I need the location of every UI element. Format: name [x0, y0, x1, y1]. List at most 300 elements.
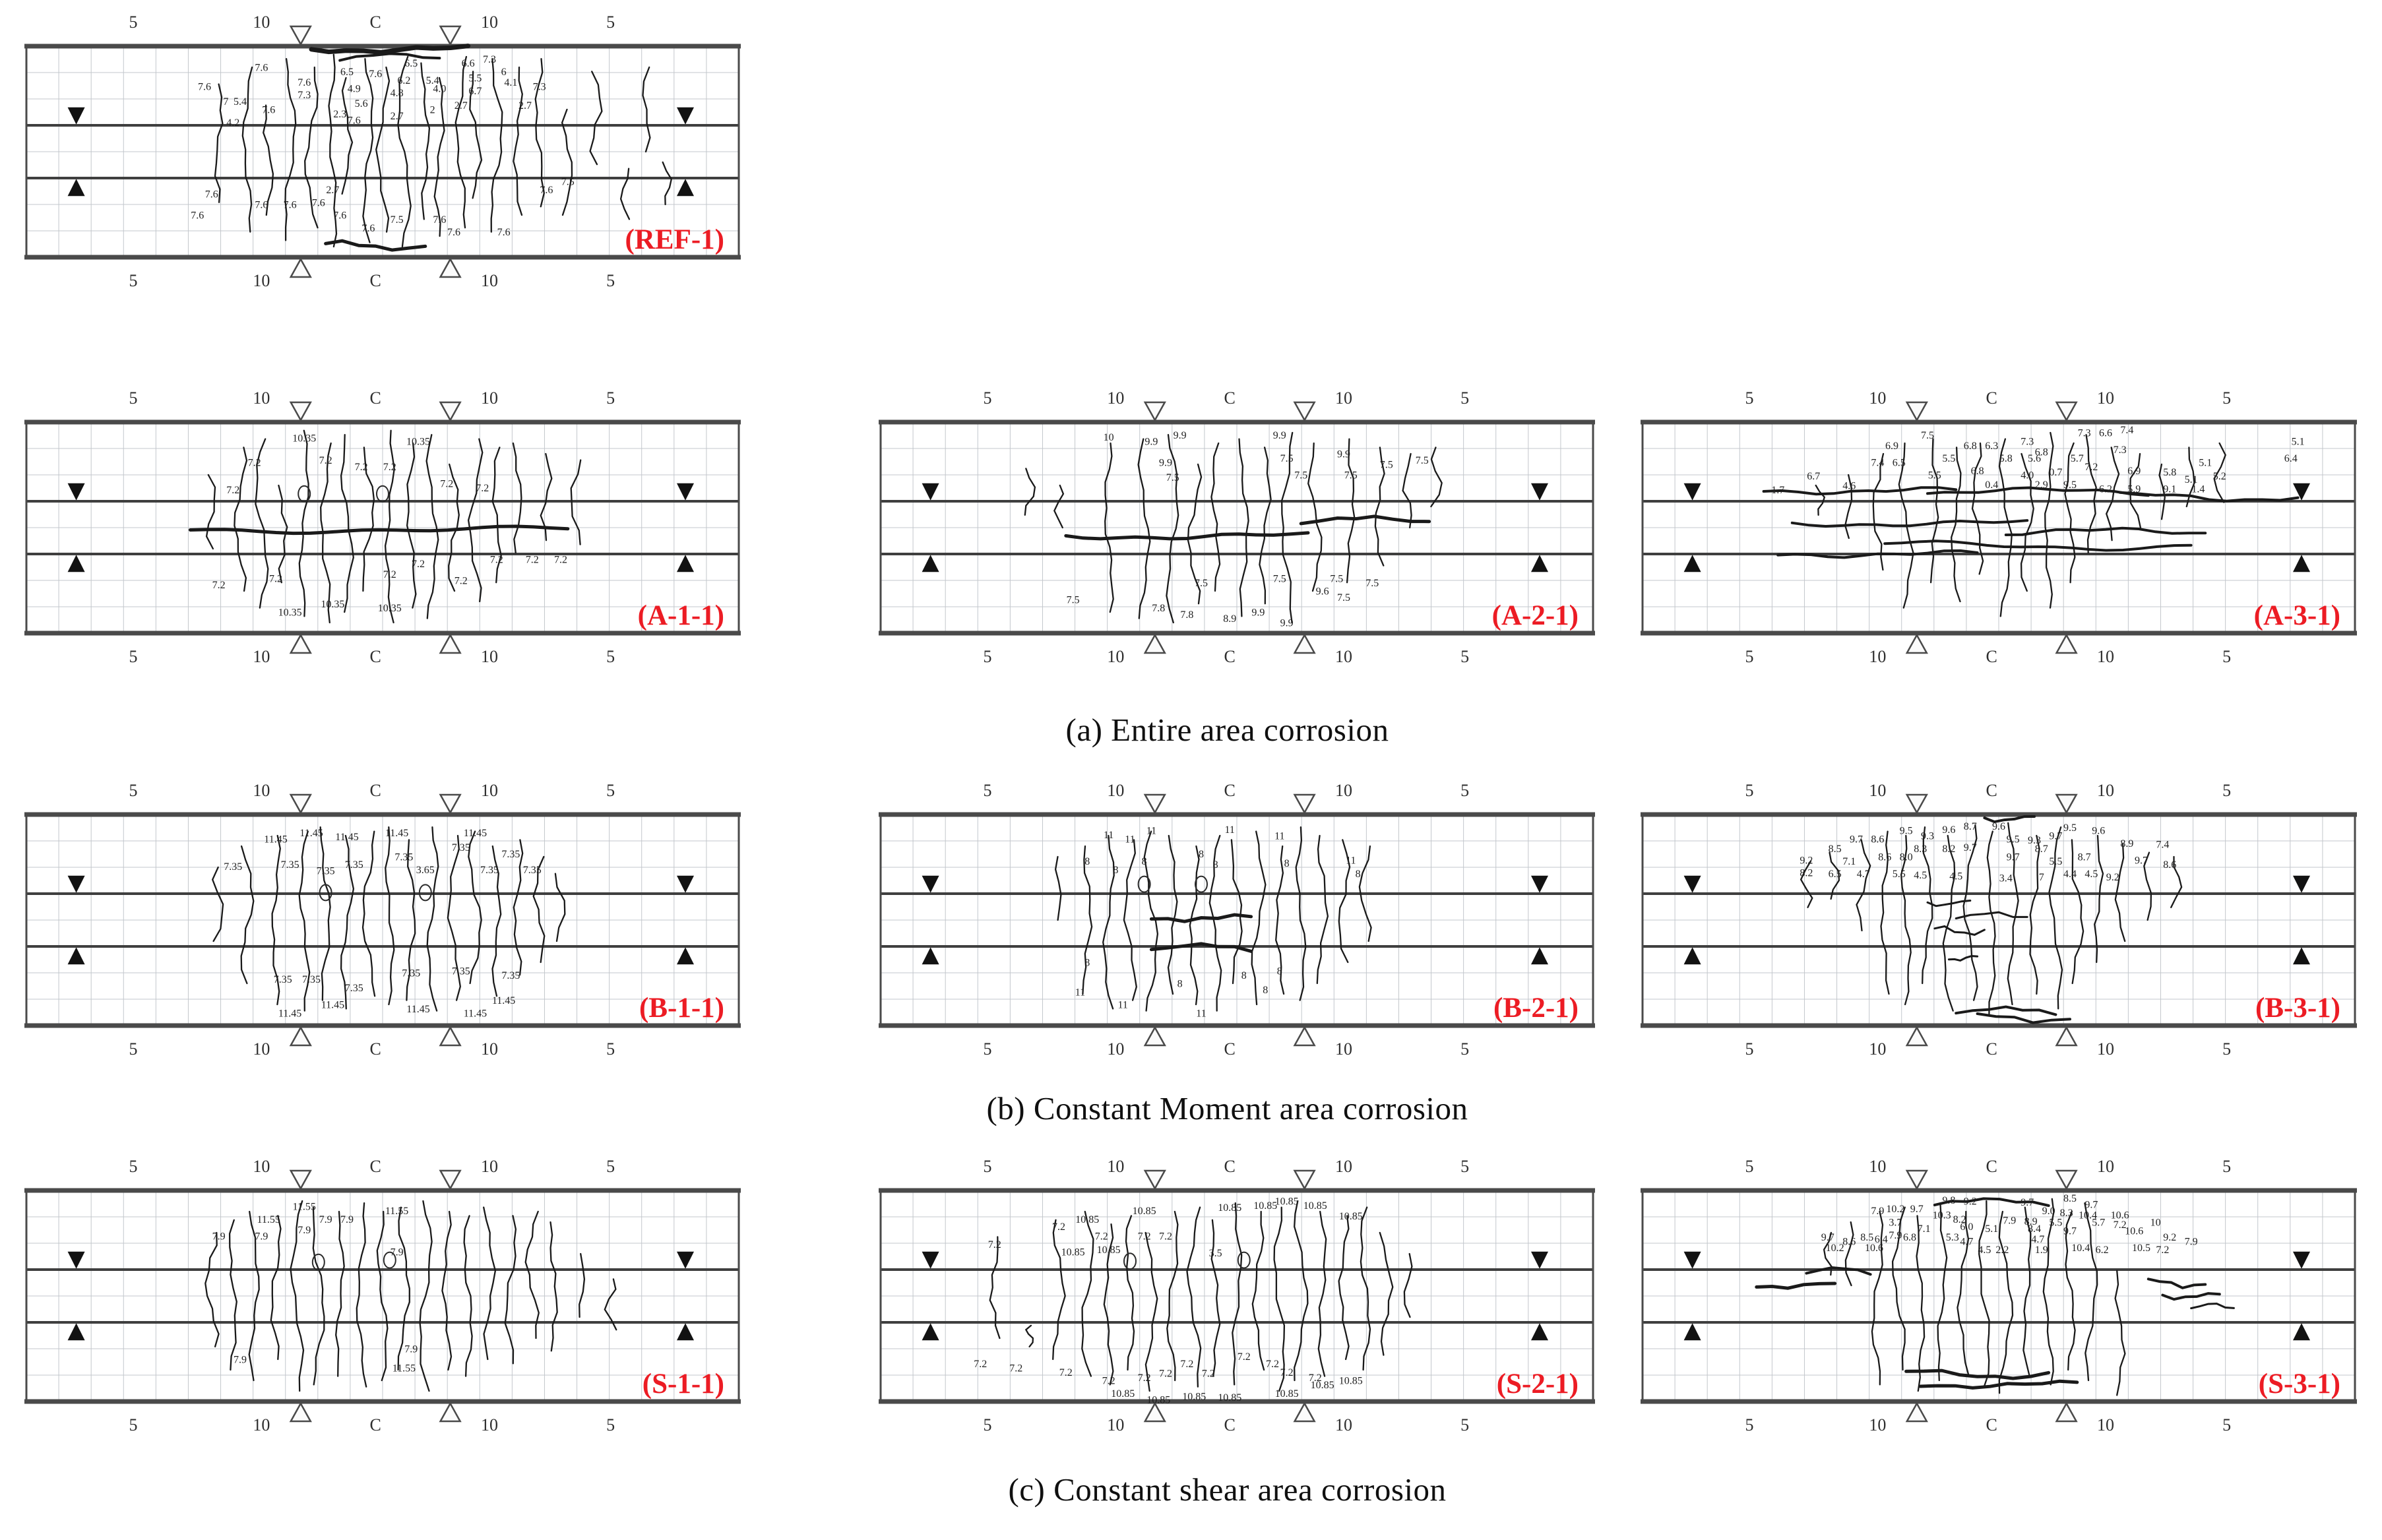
crack-width-annotation: 3.65	[416, 864, 435, 876]
crack-width-annotation: 9.5	[1899, 825, 1913, 837]
crack-width-annotation: 11.45	[463, 827, 487, 839]
crack-width-annotation: 10.3	[1932, 1210, 1951, 1221]
rebar-marker-down-icon	[69, 108, 84, 123]
crack-width-annotation: 7.35	[316, 865, 335, 877]
crack-width-annotation: 5.7	[2070, 453, 2084, 464]
crack-width-annotation: 7.4	[2156, 839, 2170, 851]
support-icon	[1907, 1403, 1927, 1421]
crack-width-annotation: 7.6	[333, 210, 347, 222]
crack-width-annotation: 7.1	[1917, 1223, 1931, 1235]
flexural-crack-line	[2084, 1203, 2097, 1380]
crack-width-annotation: 11.55	[292, 1201, 316, 1213]
flexural-crack-line	[271, 1216, 281, 1359]
rebar-marker-up-icon	[1532, 949, 1547, 964]
crack-width-annotation: 9.3	[1921, 830, 1934, 842]
support-icon	[291, 635, 311, 653]
crack-width-annotation: 9.7	[2049, 830, 2063, 842]
crack-width-annotation: 10.85	[1253, 1200, 1278, 1212]
crack-width-annotation: 7.5	[1066, 594, 1080, 606]
flexural-crack-line	[341, 435, 354, 612]
scale-label-top: 5	[1460, 388, 1470, 408]
corrosion-crack-line	[2148, 1279, 2205, 1288]
crack-width-annotation: 6.2	[397, 75, 411, 86]
scale-label-bottom: 5	[983, 647, 992, 666]
beam-panel-A-2-1	[848, 383, 1626, 699]
scale-label-top: 5	[129, 13, 138, 32]
scale-label-bottom: C	[1986, 647, 1997, 666]
crack-width-annotation: 1.7	[1771, 485, 1785, 496]
crack-width-annotation: 9.3	[2028, 835, 2041, 846]
crack-width-annotation: 4.7	[1960, 1236, 1974, 1248]
specimen-label: (B-3-1)	[2255, 993, 2340, 1024]
scale-label-top: C	[1986, 1157, 1997, 1176]
flexural-crack-line	[230, 1220, 237, 1370]
corrosion-crack-line	[2120, 493, 2298, 501]
flexural-crack-line	[2086, 435, 2096, 553]
scale-label-top: 5	[2222, 1157, 2232, 1176]
crack-width-annotation: 8	[1141, 856, 1147, 867]
crack-width-annotation: 6.7	[468, 85, 482, 97]
crack-width-annotation: 7.2	[1009, 1363, 1023, 1374]
scale-label-top: 5	[606, 13, 615, 32]
scale-label-top: 10	[1335, 781, 1352, 800]
crack-width-annotation: 4.2	[226, 117, 240, 129]
crack-width-annotation: 1.9	[2034, 1245, 2048, 1256]
crack-width-annotation: 8.2	[1942, 843, 1956, 855]
flexural-crack-line	[1168, 836, 1177, 994]
corrosion-crack-line	[1885, 541, 2191, 550]
crack-width-annotation: 9.7	[1910, 1203, 1924, 1215]
crack-width-annotation: 4.9	[347, 83, 361, 95]
crack-width-annotation: 8	[1212, 859, 1218, 871]
corrosion-crack-line	[2162, 1293, 2219, 1299]
crack-width-annotation: 10.85	[1061, 1247, 1085, 1258]
scale-label-bottom: C	[1224, 1415, 1236, 1434]
flexural-crack-line	[205, 1233, 218, 1347]
crack-width-annotation: 11.45	[406, 1004, 430, 1015]
crack-width-annotation: 7.9	[390, 1247, 404, 1258]
crack-width-annotation: 11	[1146, 825, 1157, 837]
crack-width-annotation: 7.2	[1266, 1359, 1279, 1370]
beam-panel-B-3-1	[1610, 775, 2382, 1092]
crack-width-annotation: 7.2	[412, 559, 425, 570]
crack-width-annotation: 10.2	[1825, 1243, 1844, 1254]
crack-width-annotation: 7.2	[454, 575, 468, 587]
crack-width-annotation: 10.85	[1303, 1200, 1327, 1212]
crack-width-annotation: 7.8	[1180, 609, 1194, 621]
flexural-crack-line	[407, 443, 416, 608]
flexural-crack-line	[1857, 840, 1871, 931]
crack-width-annotation: 6	[501, 67, 507, 78]
support-icon	[441, 1403, 460, 1421]
crack-width-annotation: 7.2	[247, 457, 261, 469]
rebar-marker-up-icon	[2294, 557, 2309, 571]
scale-label-bottom: 5	[1460, 647, 1470, 666]
crack-width-annotation: 5.8	[2163, 466, 2177, 478]
crack-width-annotation: 5.6	[354, 98, 368, 109]
beam-panel-B-1-1	[0, 775, 772, 1092]
flexural-crack-line	[215, 84, 222, 202]
flexural-crack-line	[1917, 1216, 1925, 1391]
rebar-marker-down-icon	[69, 1252, 84, 1267]
scale-label-bottom: 10	[2097, 1039, 2114, 1059]
crack-width-annotation: 9.8	[1942, 1195, 1956, 1206]
crack-width-annotation: 7.2	[1059, 1367, 1073, 1378]
crack-width-annotation: 2.9	[2034, 479, 2048, 491]
load-point-icon	[441, 795, 460, 813]
flexural-crack-line	[427, 435, 439, 618]
crack-width-annotation: 11	[1274, 830, 1285, 842]
crack-width-annotation: 6.7	[1807, 471, 1821, 483]
support-icon	[1295, 1403, 1315, 1421]
grid-lines	[881, 815, 1593, 1026]
crack-width-annotation: 7.35	[501, 970, 520, 981]
flexural-crack-line	[621, 169, 629, 220]
scale-label-bottom: 10	[481, 1039, 498, 1059]
crack-width-annotation: 7.2	[489, 554, 503, 566]
crack-width-annotation: 6.8	[1963, 440, 1977, 452]
flexural-crack-line	[1339, 1216, 1349, 1359]
crack-width-annotation: 8	[1084, 856, 1090, 867]
support-icon	[291, 1028, 311, 1045]
support-icon	[1907, 1028, 1927, 1045]
crack-width-annotation: 8.3	[1914, 843, 1928, 855]
crack-width-annotation: 11	[1125, 834, 1135, 846]
flexural-crack-line	[1211, 443, 1220, 591]
crack-width-annotation: 7.9	[212, 1231, 226, 1243]
crack-width-annotation: 6.9	[2127, 466, 2141, 477]
flexural-crack-line	[1126, 1216, 1134, 1370]
crack-width-annotation: 7.3	[298, 90, 311, 102]
grid-lines	[1643, 815, 2355, 1026]
crack-width-annotation: 5.4	[425, 75, 439, 86]
crack-width-annotation: 7.2	[319, 455, 332, 467]
rebar-marker-down-icon	[924, 1252, 938, 1267]
scale-label-top: 10	[1107, 388, 1125, 408]
rebar-marker-up-icon	[1685, 557, 1700, 571]
scale-label-bottom: C	[1986, 1415, 1997, 1434]
beam-panel-A-3-1	[1610, 383, 2382, 699]
scale-label-bottom: 5	[1745, 647, 1754, 666]
crack-width-annotation: 10.4	[2071, 1243, 2090, 1254]
crack-width-annotation: 7.9	[1871, 1206, 1885, 1217]
crack-width-annotation: 9.7	[1850, 834, 1863, 846]
beam-panel-S-3-1	[1610, 1151, 2382, 1467]
rebar-marker-up-icon	[924, 557, 938, 571]
crack-width-annotation: 11.55	[257, 1214, 280, 1225]
flexural-crack-line	[299, 431, 309, 617]
rebar-marker-up-icon	[69, 949, 84, 964]
crack-width-annotation: 8	[1199, 848, 1204, 860]
rebar-marker-down-icon	[1685, 484, 1700, 499]
crack-width-annotation: 11.45	[299, 827, 323, 839]
scale-label-top: 5	[1745, 1157, 1754, 1176]
crack-width-annotation: 9.6	[2092, 825, 2106, 837]
load-point-icon	[291, 795, 311, 813]
scale-label-top: 10	[481, 13, 498, 32]
scale-label-bottom: C	[369, 647, 381, 666]
scale-label-bottom: 5	[606, 647, 615, 666]
crack-width-annotation: 7.5	[1921, 429, 1934, 441]
crack-width-annotation: 7.6	[204, 189, 218, 200]
crack-width-annotation: 9.2	[2163, 1232, 2177, 1243]
crack-width-annotation: 7.35	[522, 864, 542, 876]
scale-label-top: C	[369, 13, 381, 32]
scale-label-bottom: 5	[1745, 1039, 1754, 1059]
scale-label-bottom: 10	[481, 271, 498, 290]
rebar-marker-up-icon	[1532, 557, 1547, 571]
crack-width-annotation: 7.6	[447, 227, 460, 239]
load-point-icon	[291, 1171, 311, 1188]
crack-width-annotation: 7.3	[2077, 427, 2091, 439]
corrosion-crack-line	[1792, 520, 2027, 526]
crack-width-annotation: 9.0	[2042, 1206, 2055, 1217]
load-point-icon	[1295, 402, 1315, 420]
scale-label-bottom: 5	[1460, 1415, 1470, 1434]
flexural-crack-line	[505, 1216, 516, 1363]
crack-width-annotation: 5.5	[2049, 856, 2063, 867]
crack-width-annotation: 8.2	[1953, 1214, 1966, 1225]
crack-width-annotation: 7.6	[283, 199, 297, 211]
rebar-marker-up-icon	[924, 949, 938, 964]
crack-width-annotation: 11.45	[491, 995, 516, 1007]
crack-width-annotation: 7.6	[361, 222, 375, 234]
crack-width-annotation: 7.2	[354, 461, 368, 473]
grid-lines	[1643, 1190, 2355, 1401]
scale-label-top: 10	[253, 1157, 270, 1176]
flexural-crack-line	[1103, 836, 1114, 1008]
crack-width-annotation: 4.5	[1949, 871, 1963, 882]
flexural-crack-line	[283, 59, 297, 240]
crack-width-annotation: 11.55	[385, 1206, 409, 1217]
support-icon	[1907, 635, 1927, 653]
crack-width-annotation: 11.45	[385, 827, 409, 839]
crack-width-annotation: 5.9	[2127, 483, 2141, 495]
crack-width-annotation: 8.2	[1800, 867, 1813, 879]
crack-width-annotation: 7.35	[344, 859, 363, 871]
beam-panel-REF-1	[0, 7, 772, 323]
flexural-crack-line	[1319, 1212, 1326, 1376]
crack-width-annotation: 9.5	[2063, 479, 2077, 491]
beam-panel-S-2-1	[848, 1151, 1626, 1467]
scale-label-top: 5	[1460, 781, 1470, 800]
scale-label-bottom: C	[369, 1039, 381, 1059]
scale-label-bottom: 5	[129, 647, 138, 666]
crack-width-annotation: 7.5	[390, 214, 404, 226]
crack-width-annotation: 7.5	[1195, 577, 1208, 589]
beam-panel-A-1-1	[0, 383, 772, 699]
flexural-crack-line	[442, 1212, 451, 1370]
flexural-crack-line	[1943, 836, 1955, 1011]
flexural-crack-line	[1253, 1212, 1264, 1370]
load-point-icon	[1907, 795, 1927, 813]
scale-label-top: 10	[481, 388, 498, 408]
scale-label-top: 10	[2097, 1157, 2114, 1176]
rebar-marker-up-icon	[69, 557, 84, 571]
crack-width-annotation: 9.7	[2021, 1197, 2034, 1209]
rebar-marker-up-icon	[678, 181, 693, 195]
crack-width-annotation: 7.2	[1137, 1372, 1151, 1384]
crack-width-annotation: 7.35	[501, 848, 520, 860]
crack-width-annotation: 5.1	[2291, 436, 2305, 448]
scale-label-bottom: C	[1224, 647, 1236, 666]
load-point-icon	[1145, 1171, 1165, 1188]
crack-width-annotation: 5.3	[1945, 1232, 1959, 1243]
scale-label-bottom: 10	[253, 1415, 270, 1434]
flexural-crack-line	[427, 827, 439, 1010]
crack-width-annotation: 2.3	[333, 109, 347, 120]
flexural-crack-line	[234, 447, 247, 591]
scale-label-top: C	[1986, 388, 1997, 408]
scale-label-top: 10	[1869, 1157, 1887, 1176]
crack-width-annotation: 7.35	[344, 983, 363, 994]
scale-label-top: 5	[983, 1157, 992, 1176]
scale-label-top: 5	[129, 1157, 138, 1176]
scale-label-top: 5	[1460, 1157, 1470, 1176]
scale-label-top: 10	[253, 388, 270, 408]
crack-width-annotation: 10.85	[1338, 1375, 1363, 1387]
crack-width-annotation: 7.35	[280, 859, 299, 871]
scale-label-bottom: 10	[1335, 1039, 1352, 1059]
crack-width-annotation: 8	[1084, 957, 1090, 969]
crack-width-annotation: 7.5	[1344, 470, 1358, 481]
scale-label-bottom: 10	[253, 647, 270, 666]
scale-label-bottom: 5	[2222, 1039, 2232, 1059]
crack-width-annotation: 6.4	[2284, 453, 2298, 464]
crack-width-annotation: 8.7	[1963, 821, 1977, 833]
scale-label-bottom: 5	[129, 1039, 138, 1059]
flexural-crack-line	[513, 443, 522, 553]
corrosion-crack-line	[1956, 1007, 2055, 1015]
flexural-crack-line	[241, 846, 254, 983]
crack-width-annotation: 11.55	[392, 1363, 416, 1374]
beam-panel-S-1-1	[0, 1151, 772, 1467]
crack-width-annotation: 10.6	[1865, 1243, 1883, 1254]
crack-width-annotation: 10.35	[321, 598, 345, 610]
flexural-crack-line	[1053, 1220, 1065, 1359]
corrosion-crack-line	[2191, 1304, 2234, 1309]
scale-label-bottom: C	[369, 271, 381, 290]
crack-width-annotation: 7.2	[525, 554, 539, 566]
flexural-crack-line	[1873, 454, 1883, 570]
scale-label-bottom: C	[369, 1415, 381, 1434]
scale-label-top: 10	[481, 1157, 498, 1176]
crack-width-annotation: 7.8	[1152, 603, 1166, 615]
flexural-crack-line	[579, 1254, 584, 1317]
corrosion-crack-line	[1757, 1283, 1835, 1288]
grid-lines	[26, 1190, 739, 1401]
crack-width-annotation: 5.1	[1985, 1223, 1999, 1235]
crack-width-annotation: 11.45	[264, 834, 288, 846]
load-point-icon	[1145, 402, 1165, 420]
crack-width-annotation: 5.1	[2199, 457, 2212, 469]
crack-width-annotation: 4.6	[1842, 480, 1856, 492]
flexural-crack-line	[212, 867, 223, 941]
scale-label-bottom: 10	[2097, 647, 2114, 666]
crack-width-annotation: 7.5	[1280, 453, 1294, 464]
scale-label-bottom: 10	[1107, 647, 1125, 666]
crack-width-annotation: 7.35	[302, 974, 321, 986]
support-icon	[2057, 635, 2077, 653]
scale-label-top: 10	[1335, 388, 1352, 408]
crack-width-annotation: 7.2	[476, 482, 489, 494]
crack-width-annotation: 6.5	[1828, 869, 1842, 880]
crack-width-annotation: 7.5	[561, 176, 575, 188]
scale-label-bottom: 10	[1107, 1039, 1125, 1059]
crack-width-annotation: 4.7	[1856, 869, 1870, 880]
crack-width-annotation: 7.35	[394, 851, 414, 863]
scale-label-bottom: 5	[606, 271, 615, 290]
flexural-crack-line	[1431, 447, 1441, 507]
flexural-crack-line	[1190, 846, 1199, 1004]
crack-width-annotation: 8.5	[1860, 1232, 1874, 1243]
rebar-marker-up-icon	[69, 1325, 84, 1340]
crack-width-annotation: 10.6	[2125, 1225, 2144, 1237]
crack-width-annotation: 11.45	[335, 832, 359, 844]
load-point-icon	[1907, 1171, 1927, 1188]
crack-width-annotation: 5.7	[2092, 1217, 2106, 1229]
crack-width-annotation: 11	[1117, 999, 1128, 1011]
flexural-crack-line	[1403, 454, 1412, 528]
scale-label-top: 5	[2222, 388, 2232, 408]
rebar-marker-up-icon	[678, 949, 693, 964]
specimen-label: (S-3-1)	[2258, 1369, 2340, 1400]
scale-label-top: 10	[2097, 388, 2114, 408]
crack-width-annotation: 10.85	[1111, 1388, 1135, 1400]
flexural-crack-line	[468, 439, 482, 601]
crack-width-annotation: 7.2	[383, 461, 396, 473]
rebar-marker-down-icon	[1532, 877, 1547, 891]
specimen-label: (B-2-1)	[1493, 993, 1579, 1024]
rebar-marker-down-icon	[1685, 1252, 1700, 1267]
crack-width-annotation: 7.3	[532, 81, 546, 93]
load-point-icon	[1295, 795, 1315, 813]
flexural-crack-line	[1347, 439, 1354, 583]
crack-width-annotation: 7.2	[383, 569, 396, 580]
load-point-icon	[291, 402, 311, 420]
crack-lines	[1801, 823, 2181, 1015]
rebar-marker-up-icon	[678, 1325, 693, 1340]
crack-width-annotation: 4.4	[2063, 869, 2077, 880]
crack-width-annotation: 9.1	[2163, 483, 2177, 495]
crack-width-annotation: 5.4	[234, 96, 247, 108]
beam-panel-B-2-1	[848, 775, 1626, 1092]
corrosion-crack-line	[1301, 516, 1429, 524]
crack-width-annotation: 9.2	[1963, 1196, 1977, 1208]
scale-label-bottom: 5	[983, 1039, 992, 1059]
crack-width-annotation: 8.6	[1842, 1236, 1856, 1248]
crack-width-annotation: 9.6	[1315, 586, 1329, 598]
flexural-crack-line	[262, 104, 276, 215]
scale-label-bottom: 10	[1335, 647, 1352, 666]
crack-gauge-circle	[1195, 877, 1207, 892]
support-icon	[2057, 1028, 2077, 1045]
crack-width-annotation: 10	[2150, 1217, 2161, 1229]
scale-label-top: C	[1224, 1157, 1236, 1176]
crack-width-annotation: 7.2	[1102, 1375, 1115, 1387]
scale-label-bottom: C	[1986, 1039, 1997, 1059]
flexural-crack-line	[357, 1203, 366, 1386]
crack-width-annotation: 10.85	[1310, 1380, 1334, 1391]
rebar-marker-down-icon	[924, 484, 938, 499]
crack-width-annotation: 3.7	[1889, 1217, 1902, 1229]
crack-width-annotation: 10.6	[2110, 1210, 2129, 1221]
crack-width-annotation: 7.6	[433, 214, 447, 226]
rebar-marker-down-icon	[2294, 877, 2309, 891]
crack-width-annotation: 0.4	[1985, 479, 1999, 491]
flexural-crack-line	[1931, 439, 1938, 583]
corrosion-crack-line	[2006, 528, 2205, 535]
